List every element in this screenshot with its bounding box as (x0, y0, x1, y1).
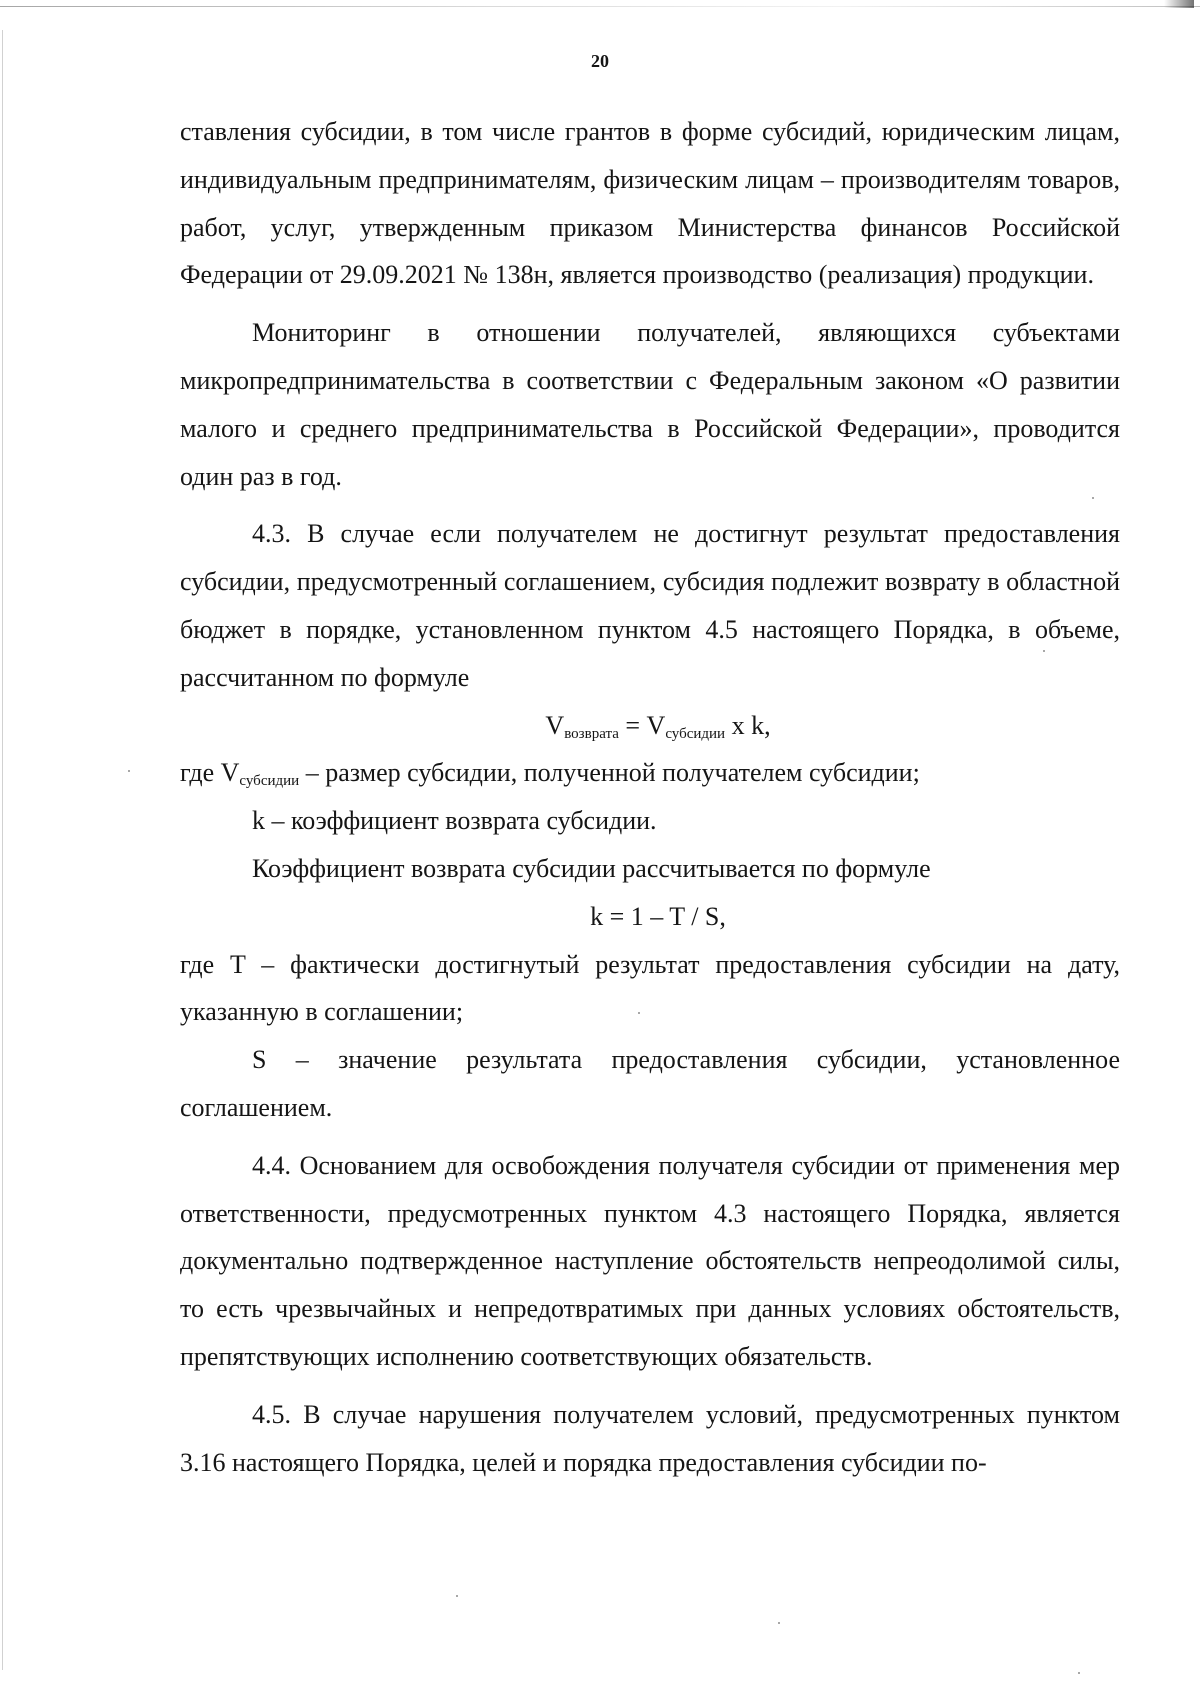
formula-v-symbol: V (545, 710, 565, 740)
formula-tail: x k, (725, 710, 771, 740)
definition-prefix: где V (180, 758, 240, 788)
paragraph-continuation: ставления субсидии, в том числе грантов в форме субсидий, юридическим лицам, индивидуальным предпринимателям, физическим лицам – производителям товаров, работ, услуг, утвержденным приказом Министерства финансов Российской Федерации от 29.09.2021 № 138н, является производство (реализация) продукции. (180, 117, 1120, 290)
scan-speck (1078, 1672, 1080, 1674)
paragraph-4-5: 4.5. В случае нарушения получателем условий, предусмотренных пунктом 3.16 настоящего Порядка, целей и порядка предоставления субсидии по- (180, 1399, 1120, 1477)
paragraph-4-4: 4.4. Основанием для освобождения получателя субсидии от применения мер ответственности, предусмотренных пунктом 4.3 настоящего Порядка, является документально подтвержденное наступление обстоятельств непреодолимой силы, то есть чрезвычайных и непредотвратимых при данных условиях обстоятельств, препятствующих исполнению соответствующих обязательств. (180, 1150, 1120, 1371)
scan-speck (128, 770, 130, 772)
page-number: 20 (591, 51, 609, 71)
paragraph-gap (180, 299, 1120, 309)
paragraph-gap (180, 1132, 1120, 1142)
scan-corner-mark (1164, 0, 1194, 8)
definition-subscript: субсидии (239, 773, 300, 790)
paragraph-monitoring: Мониторинг в отношении получателей, являющихся субъектами микропредпринимательства в соответствии с Федеральным законом «О развитии малого и среднего предпринимательства в Российской Федерации», проводится один раз в год. (180, 318, 1120, 491)
definition-t: где T – фактически достигнутый результат предоставления субсидии на дату, указанную в соглашении; (180, 949, 1120, 1027)
paragraph-gap (180, 1381, 1120, 1391)
formula-subscript-subsidy: субсидии (665, 725, 726, 742)
scan-edge-line (0, 6, 1200, 7)
scan-speck (778, 1622, 780, 1624)
definition-text: – размер субсидии, полученной получателем субсидии; (299, 758, 920, 788)
definition-k: k – коэффициент возврата субсидии. (252, 806, 657, 836)
scan-speck (456, 1595, 458, 1597)
formula-equals: = V (618, 710, 666, 740)
definition-s: S – значение результата предоставления субсидии, установленное соглашением. (180, 1045, 1120, 1122)
paragraph-gap (180, 500, 1120, 510)
paragraph-4-3: 4.3. В случае если получателем не достигнут результат предоставления субсидии, предусмотренный соглашением, субсидия подлежит возврату в областной бюджет в порядке, установленном пунктом 4.5 настоящего Порядка, в объеме, рассчитанном по формуле (180, 519, 1120, 692)
scan-edge-left (2, 30, 3, 1670)
formula-coefficient: k = 1 – T / S, (590, 901, 726, 931)
formula-return-volume (180, 702, 1120, 750)
paragraph-coefficient: Коэффициент возврата субсидии рассчитывается по формуле (252, 853, 931, 883)
document-body (180, 108, 1120, 1486)
definition-v-subsidy (180, 749, 1120, 797)
formula-subscript-return: возврата (564, 725, 619, 742)
